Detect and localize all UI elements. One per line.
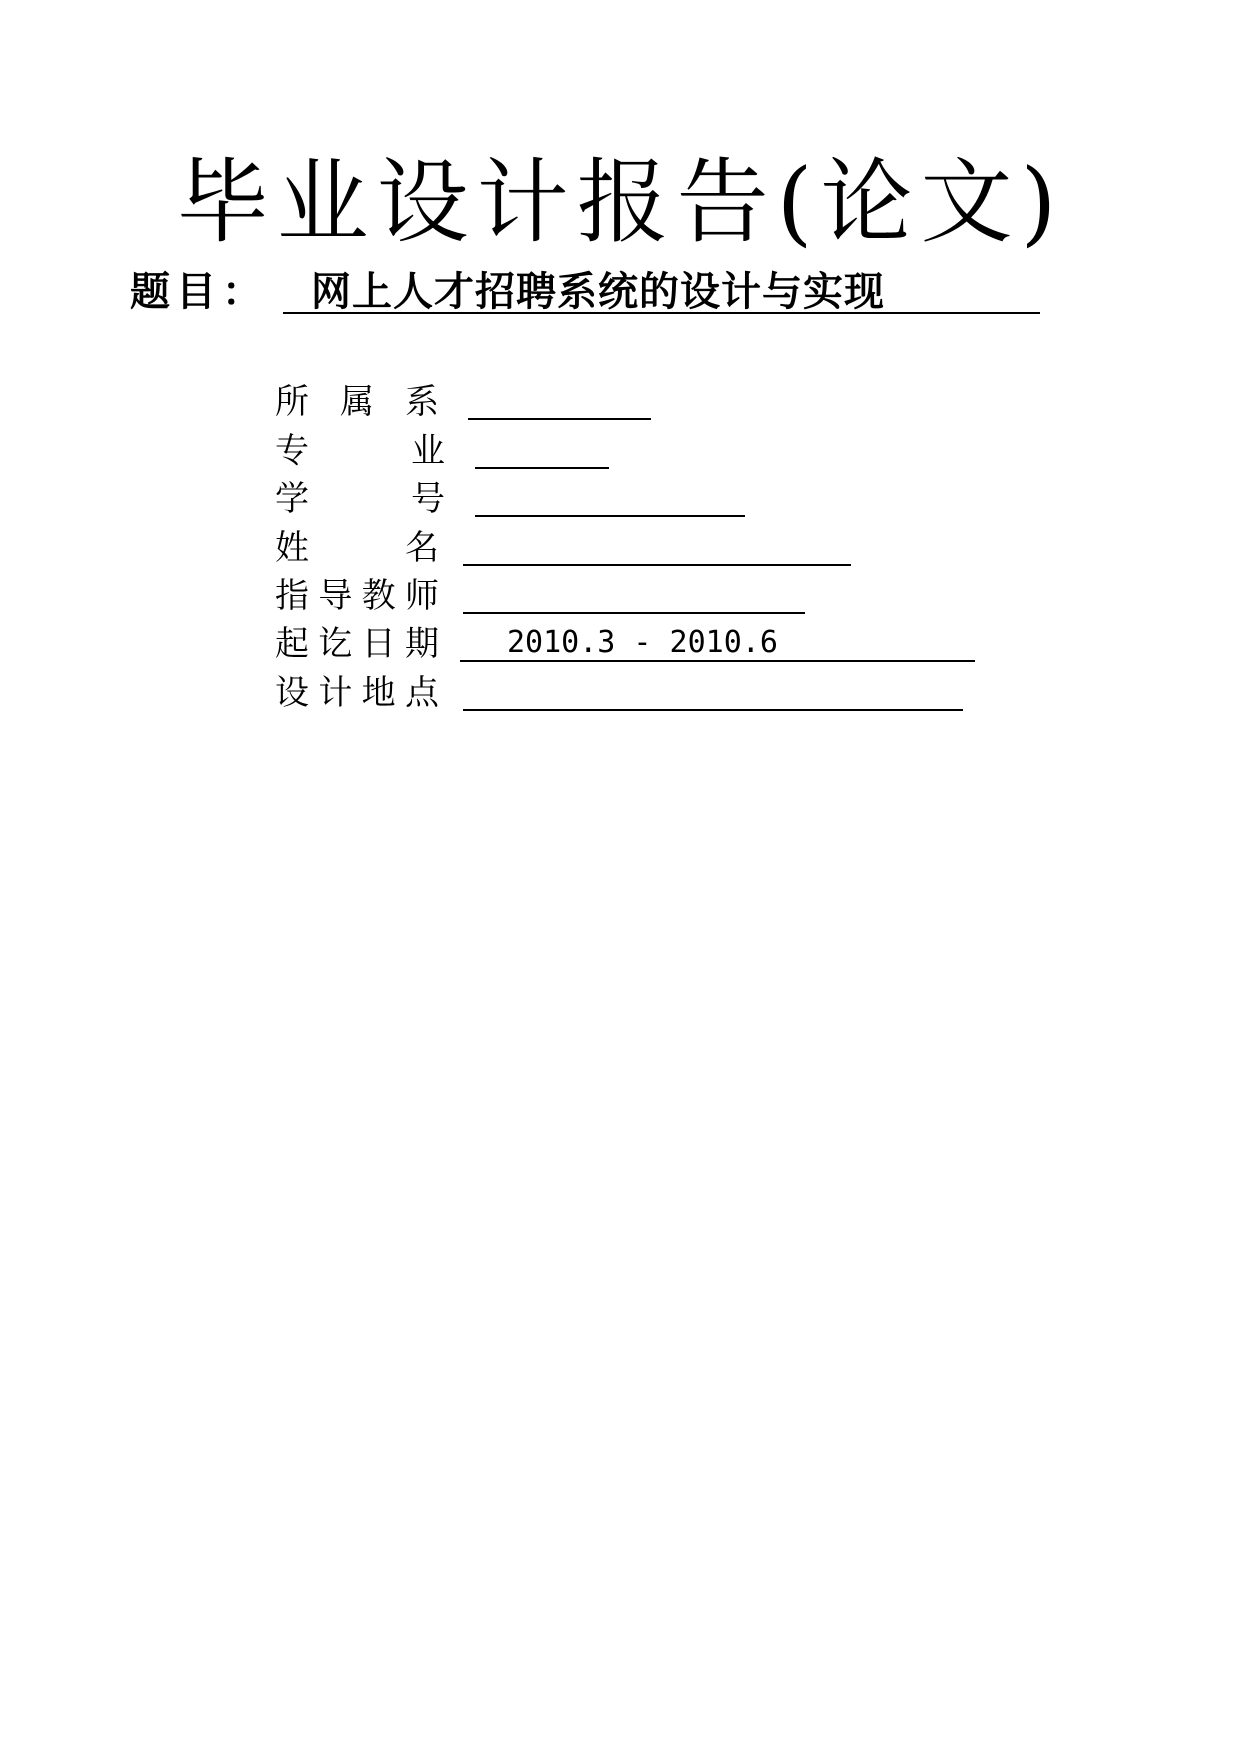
topic-row: [130, 266, 1130, 318]
field-label-name: 姓 名: [275, 528, 439, 568]
field-row-location: [275, 671, 1035, 715]
topic-label: 题目：: [130, 269, 268, 315]
field-line-student-id[interactable]: [475, 477, 745, 517]
field-label-major: 专 业: [275, 431, 445, 471]
field-line-period[interactable]: 2010.3 - 2010.6: [460, 622, 975, 662]
field-label-advisor: 指 导 教 师: [275, 576, 439, 616]
field-line-department[interactable]: [468, 380, 651, 420]
field-line-name[interactable]: [463, 526, 851, 566]
field-label-student-id: 学 号: [275, 479, 445, 519]
field-row-department: [275, 380, 1035, 424]
field-row-name: [275, 526, 1035, 570]
field-line-major[interactable]: [475, 429, 609, 469]
field-label-department: 所 属 系: [275, 382, 439, 422]
field-line-advisor[interactable]: [463, 574, 805, 614]
report-title: 毕业设计报告(论文): [176, 149, 1065, 256]
field-row-major: [275, 429, 1035, 473]
field-label-location: 设 计 地 点: [275, 673, 439, 713]
field-row-advisor: [275, 574, 1035, 618]
topic-value: 网上人才招聘系统的设计与实现: [283, 266, 1040, 314]
field-row-period: [275, 622, 1035, 666]
field-row-student-id: [275, 477, 1035, 521]
field-label-period: 起 讫 日 期: [275, 624, 439, 664]
field-line-location[interactable]: [463, 671, 963, 711]
